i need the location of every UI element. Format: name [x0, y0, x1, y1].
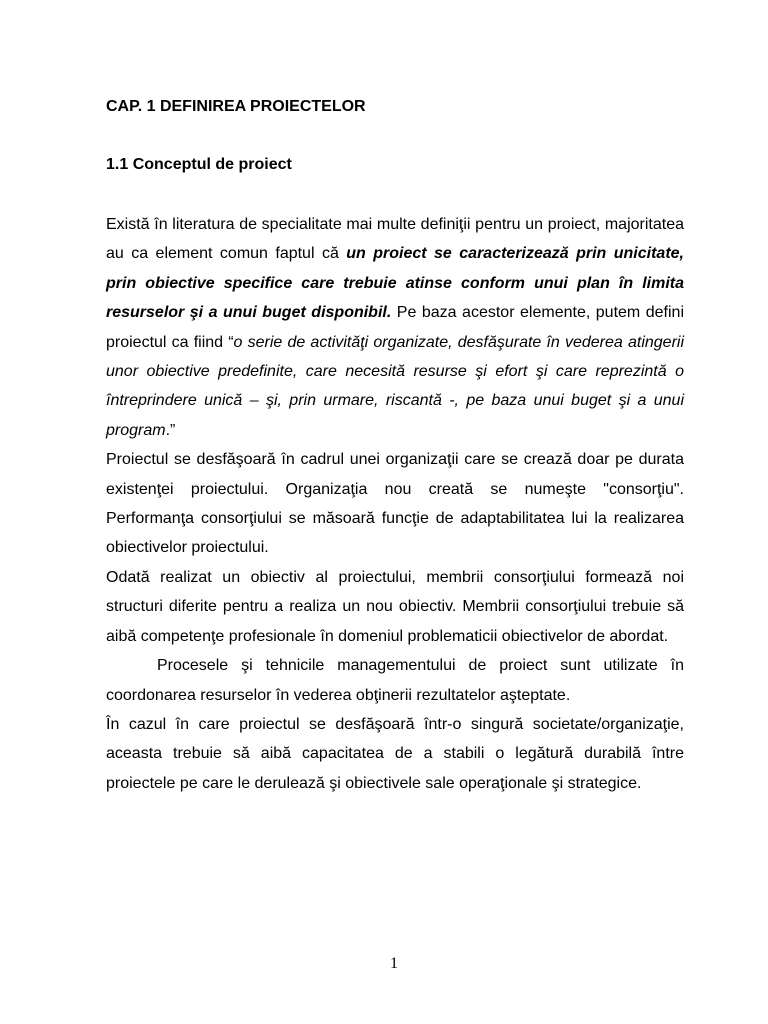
- paragraph-3: Odată realizat un obiectiv al proiectului, membrii consorţiului formează noi structuri diferite pentru a realiza un nou obiectiv. Membrii consorţiului trebuie să aibă competenţe profesionale în domeniul problematicii obiectivelor de abordat.: [106, 568, 684, 645]
- chapter-heading: CAP. 1 DEFINIREA PROIECTELOR: [106, 98, 366, 115]
- paragraph-1: [106, 210, 684, 445]
- paragraph-5: În cazul în care proiectul se desfăşoară într-o singură societate/organizaţie, aceasta trebuie să aibă capacitatea de a stabili o legătură durabilă între proiectele pe care le derulează şi obiectivele sale operaţionale şi strategice.: [106, 715, 684, 792]
- paragraph-1-definition: o serie de activităţi organizate, desfăşurate în vederea atingerii unor obiective predefinite, care necesită resurse şi efort şi care reprezintă o întreprindere unică – şi, prin urmare, riscantă -, pe baza unui buget şi a unui program: [106, 333, 684, 439]
- section-heading: 1.1 Conceptul de proiect: [106, 156, 292, 173]
- paragraph-1-emphasis: un proiect se caracterizează prin unicitate, prin obiective specifice care trebuie atinse conform unui plan în limita resurselor şi a unui buget disponibil.: [106, 245, 684, 322]
- paragraph-1-text-c: .”: [165, 421, 176, 439]
- page-number: 1: [390, 955, 398, 972]
- paragraph-2: Proiectul se desfăşoară în cadrul unei organizaţii care se crează doar pe durata existenţei proiectului. Organizaţia nou creată se numeşte "consorţiu". Performanţa consorţiului se măsoară funcţie de adaptabilitatea lui la realizarea obiectivelor proiectului.: [106, 451, 684, 557]
- paragraph-1-text-a: Există în literatura de specialitate mai multe definiţii pentru un proiect, majoritatea au ca element comun faptul că: [106, 216, 684, 263]
- body-text: [106, 210, 684, 798]
- paragraph-4: Procesele şi tehnicile managementului de proiect sunt utilizate în coordonarea resurselor în vederea obţinerii rezultatelor aşteptate.: [106, 657, 684, 704]
- paragraph-1-text-b: Pe baza acestor elemente, putem defini proiectul ca fiind “: [106, 304, 684, 351]
